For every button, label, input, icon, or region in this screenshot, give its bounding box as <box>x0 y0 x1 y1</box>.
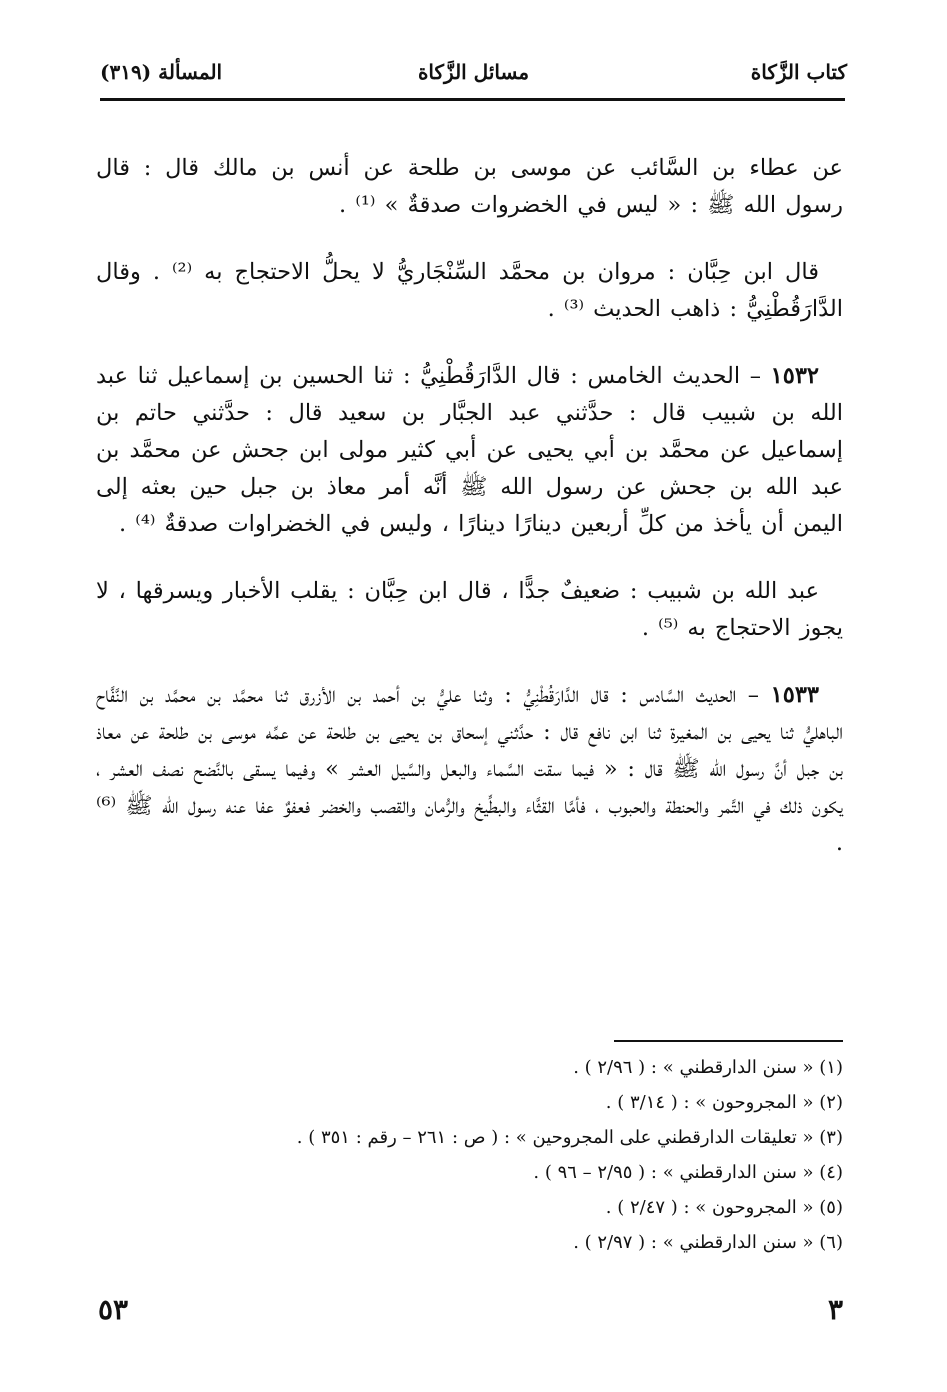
page-number-left: ٥٣ <box>98 1293 129 1326</box>
footnote-6: (٦) « سنن الدارقطني » : ( ٢/٩٧ ) . <box>573 1232 843 1253</box>
footnote-1: (١) « سنن الدارقطني » : ( ٢/٩٦ ) . <box>573 1057 843 1078</box>
running-header-book: كتاب الزَّكاة <box>750 60 847 84</box>
footnote-3: (٣) « تعليقات الدارقطني على المجروحين » : ( ص : ٢٦١ – رقم : ٣٥١ ) . <box>296 1127 843 1148</box>
paragraph-4: عبد الله بن شبيب : ضعيفٌ جدًّا ، قال ابن حِبَّان : يقلب الأخبار ويسرقها ، لا يجوز الاحتجاج به ⁽⁵⁾ . <box>96 578 843 641</box>
paragraph-hadith-1532: ١٥٣٢ – الحديث الخامس : قال الدَّارَقُطْنِيُّ : ثنا الحسين بن إسماعيل ثنا عبد الله بن شبيب قال : حدَّثني عبد الجبَّار بن سعيد قال : حدَّثني حاتم بن إسماعيل عن محمَّد بن أبي يحيى عن أبي كثير مولى ابن جحش عن محمَّد بن عبد الله بن جحش عن رسول الله ﷺ أنَّه أمر معاذ بن جبل حين بعثه إلى اليمن أن يأخذ من كلِّ أربعين دينارًا دينارًا ، وليس في الخضراوات صدقةٌ ⁽⁴⁾ . <box>96 363 843 537</box>
footnotes <box>100 1050 843 1260</box>
paragraph-1: عن عطاء بن السَّائب عن موسى بن طلحة عن أنس بن مالك قال : قال رسول الله ﷺ : « ليس في الخضروات صدقةٌ » ⁽¹⁾ . <box>96 155 843 218</box>
running-header-issue: المسألة (٣١٩) <box>100 60 223 84</box>
footnote-2: (٢) « المجروحون » : ( ٣/١٤ ) . <box>605 1092 843 1113</box>
hadith-number: ١٥٣٢ <box>770 363 819 389</box>
paragraph-2: قال ابن حِبَّان : مروان بن محمَّد السِّنْجَاريُّ لا يحلُّ الاحتجاج به ⁽²⁾ . وقال الدَّارَقُطْنِيُّ : ذاهب الحديث ⁽³⁾ . <box>96 259 843 322</box>
running-header-chapter: مسائل الزَّكاة <box>417 60 530 84</box>
page-number-right: ٣ <box>827 1293 843 1326</box>
main-text <box>96 150 843 892</box>
footnote-rule <box>614 1040 843 1042</box>
hadith-number: ١٥٣٣ <box>770 682 819 708</box>
footnote-5: (٥) « المجروحون » : ( ٢/٤٧ ) . <box>605 1197 843 1218</box>
footnote-4: (٤) « سنن الدارقطني » : ( ٢/٩٥ – ٩٦ ) . <box>533 1162 843 1183</box>
paragraph-hadith-1533: ١٥٣٣ – الحديث السَّادس : قال الدَّارَقُطْنِيُّ : وثنا عليُّ بن أحمد بن الأزرق ثنا محمَّد بن محمَّد بن النَّفَّاح الباهليُّ ثنا يحيى بن المغيرة ثنا ابن نافع قال : حدَّثني إسحاق بن يحيى بن طلحة عن عمِّه موسى بن طلحة عن معاذ بن جبل أنَّ رسول الله ﷺ قال : « فيما سقت السَّماء والبعل والسَّيل العشر » وفيما يسقى بالنَّضح نصف العشر ، يكون ذلك في التَّمر والحنطة والحبوب ، فأمَّا القثَّاء والبطِّيخ والرُّمان والقصب والخضر فعفوٌ عفا عنه رسول الله ﷺ ⁽⁶⁾ . <box>96 682 843 856</box>
header-rule <box>100 98 845 101</box>
